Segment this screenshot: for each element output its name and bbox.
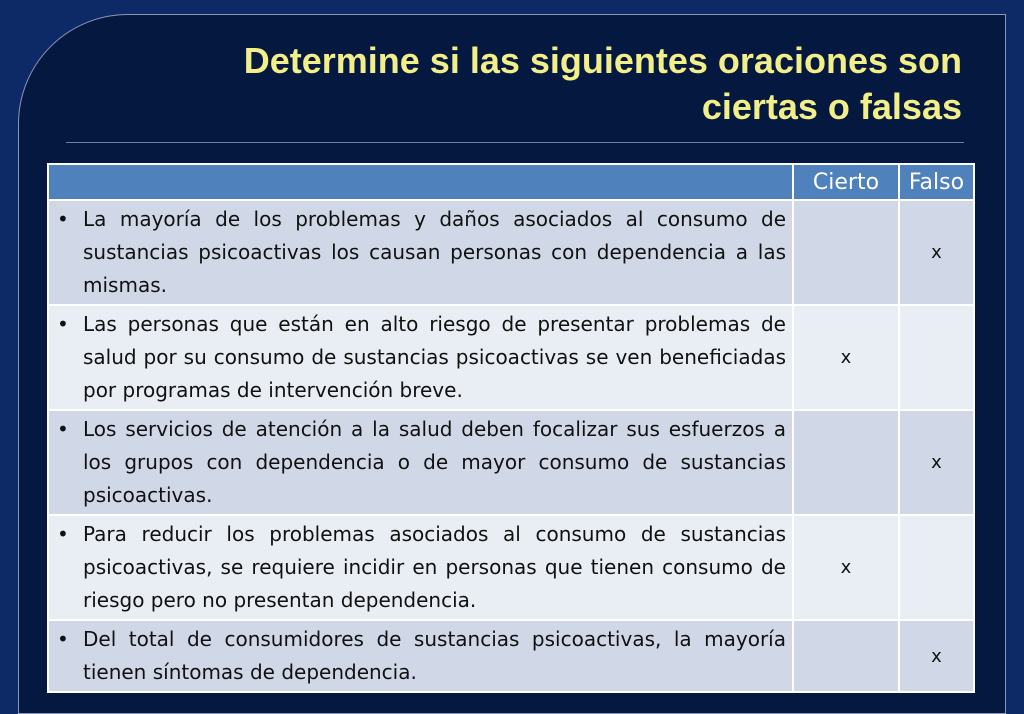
cierto-cell: x: [793, 515, 899, 620]
cierto-cell: [793, 620, 899, 692]
statement-cell: [48, 515, 793, 620]
statement-text: La mayoría de los problemas y daños asociados al consumo de sustancias psicoactivas los causan personas con dependencia a las mismas.: [83, 207, 786, 297]
bullet-icon: •: [57, 522, 69, 546]
falso-cell: x: [899, 410, 974, 515]
title-divider: [66, 142, 964, 143]
bullet-icon: •: [57, 312, 69, 336]
table-header-row: [48, 164, 974, 200]
statement-text: Del total de consumidores de sustancias psicoactivas, la mayoría tienen síntomas de dependencia.: [83, 627, 786, 684]
bullet-icon: •: [57, 627, 69, 651]
header-statement: [48, 164, 793, 200]
true-false-table: [47, 163, 975, 693]
statement-cell: [48, 410, 793, 515]
falso-cell: [899, 305, 974, 410]
bullet-icon: •: [57, 417, 69, 441]
statement-cell: [48, 305, 793, 410]
header-cierto: Cierto: [793, 164, 899, 200]
table-row: [48, 515, 974, 620]
cierto-cell: [793, 410, 899, 515]
bullet-icon: •: [57, 207, 69, 231]
falso-cell: x: [899, 620, 974, 692]
slide-title: [140, 38, 962, 130]
falso-cell: x: [899, 200, 974, 305]
table-row: [48, 410, 974, 515]
cierto-cell: [793, 200, 899, 305]
table-row: [48, 200, 974, 305]
table-row: [48, 305, 974, 410]
cierto-cell: x: [793, 305, 899, 410]
title-line-2: ciertas o falsas: [701, 86, 962, 127]
statement-text: Los servicios de atención a la salud deben focalizar sus esfuerzos a los grupos con dependencia o de mayor consumo de sustancias psicoactivas.: [83, 417, 786, 507]
falso-cell: [899, 515, 974, 620]
statement-cell: [48, 620, 793, 692]
statement-text: Para reducir los problemas asociados al consumo de sustancias psicoactivas, se requiere incidir en personas que tienen consumo de riesgo pero no presentan dependencia.: [83, 522, 786, 612]
table-row: [48, 620, 974, 692]
title-line-1: Determine si las siguientes oraciones son: [243, 40, 962, 81]
statement-cell: [48, 200, 793, 305]
header-falso: Falso: [899, 164, 974, 200]
statement-text: Las personas que están en alto riesgo de presentar problemas de salud por su consumo de sustancias psicoactivas se ven beneficiadas por programas de intervención breve.: [83, 312, 786, 402]
